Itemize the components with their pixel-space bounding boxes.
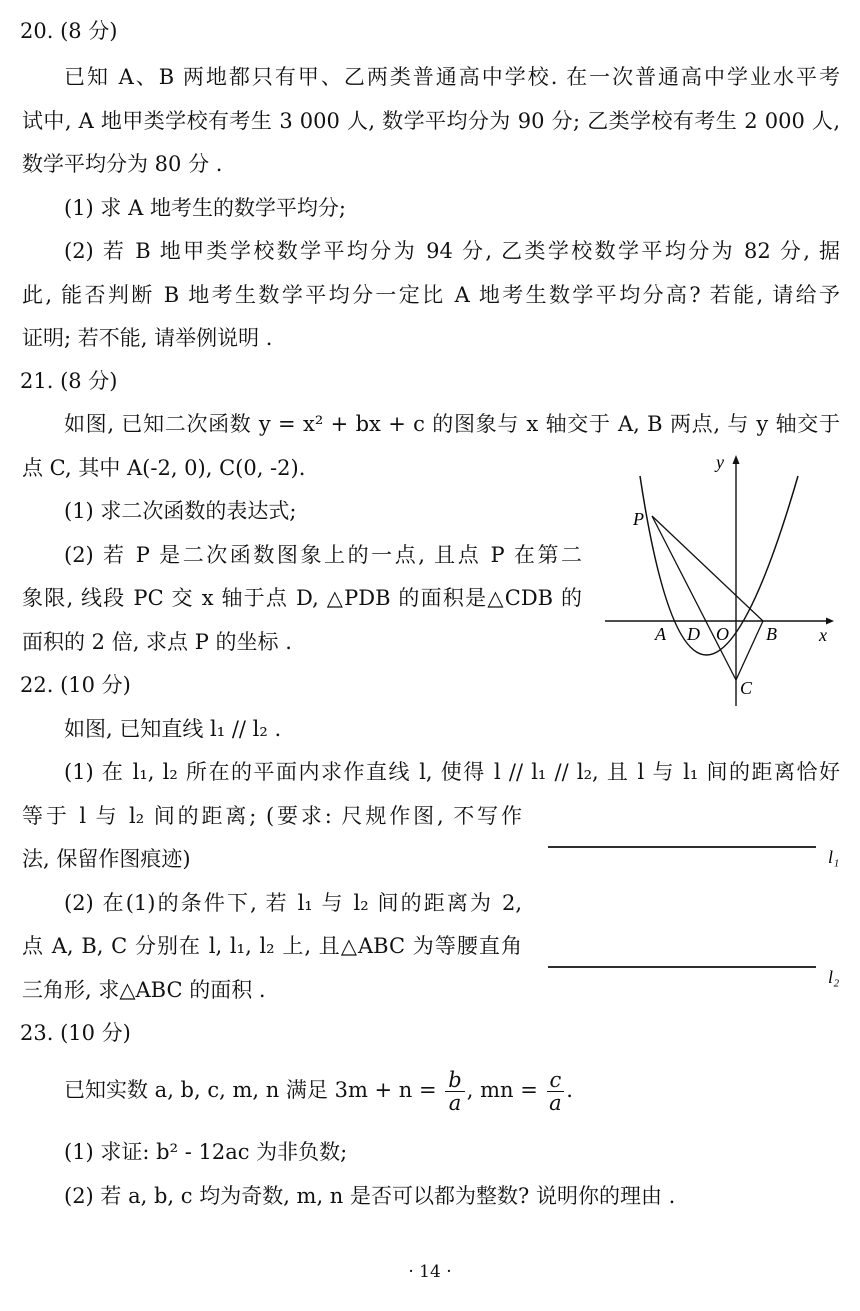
q22-heading: 22. (10 分): [20, 673, 131, 697]
q22-part2-line2: 点 A, B, C 分别在 l, l₁, l₂ 上, 且△ABC 为等腰直角: [22, 934, 522, 958]
fraction2-numerator: c: [547, 1069, 565, 1092]
q20-stem-line2: 试中, A 地甲类学校有考生 3 000 人, 数学平均分为 90 分; 乙类学校有考生 2 000 人,: [22, 109, 840, 133]
q20-stem-line3: 数学平均分为 80 分 .: [22, 152, 223, 176]
fraction2-denominator: a: [549, 1091, 562, 1115]
q23-part2: (2) 若 a, b, c 均为奇数, m, n 是否可以都为整数? 说明你的理由 .: [64, 1184, 676, 1208]
q20-stem-line1: 已知 A、B 两地都只有甲、乙两类普通高中学校. 在一次普通高中学业水平考: [64, 65, 840, 89]
q20-part2-line3: 证明; 若不能, 请举例说明 .: [22, 326, 273, 350]
q23-stem-text: 已知实数 a, b, c, m, n 满足 3m + n =: [64, 1078, 437, 1102]
q23-stem-end: .: [566, 1078, 573, 1102]
q20-part2-line2: 此, 能否判断 B 地考生数学平均分一定比 A 地考生数学平均分高? 若能, 请给予: [22, 283, 840, 307]
label-x: x: [819, 625, 827, 645]
q23-part1: (1) 求证: b² - 12ac 为非负数;: [64, 1140, 348, 1164]
q22-parallel-lines-figure: [540, 830, 850, 990]
q23-stem-mid: , mn =: [466, 1078, 538, 1102]
segment-CB: [736, 621, 763, 680]
q21-part2-line3: 面积的 2 倍, 求点 P 的坐标 .: [22, 630, 292, 654]
q22-part1-line2: 等于 l 与 l₂ 间的距离; (要求: 尺规作图, 不写作: [22, 804, 522, 828]
label-D: D: [687, 624, 700, 644]
fraction1-denominator: a: [448, 1091, 462, 1115]
q23-stem: [64, 1066, 573, 1114]
label-P: P: [633, 509, 644, 529]
fraction1-numerator: b: [445, 1069, 464, 1092]
q21-part1: (1) 求二次函数的表达式;: [64, 499, 297, 523]
label-A: A: [655, 624, 666, 644]
label-C: C: [740, 678, 753, 698]
q21-stem-line2: 点 C, 其中 A(-2, 0), C(0, -2).: [22, 456, 306, 480]
label-O: O: [716, 624, 729, 644]
q22-part2-line3: 三角形, 求△ABC 的面积 .: [22, 978, 266, 1002]
q21-part2-line1: (2) 若 P 是二次函数图象上的一点, 且点 P 在第二: [64, 543, 582, 567]
q20-part1: (1) 求 A 地考生的数学平均分;: [64, 196, 347, 220]
label-B: B: [766, 624, 777, 644]
x-axis-arrow: [826, 618, 834, 625]
label-l2: l₂: [828, 967, 840, 987]
q22-stem: 如图, 已知直线 l₁ // l₂ .: [64, 717, 282, 741]
q21-stem-line1: 如图, 已知二次函数 y = x² + bx + c 的图象与 x 轴交于 A, B 两点, 与 y 轴交于: [64, 412, 840, 436]
y-axis-arrow: [733, 455, 740, 464]
q20-part2-line1: (2) 若 B 地甲类学校数学平均分为 94 分, 乙类学校数学平均分为 82 分, 据: [64, 239, 840, 263]
q21-parabola-figure: [600, 448, 840, 710]
label-y: y: [716, 452, 724, 472]
q23-heading: 23. (10 分): [20, 1021, 131, 1045]
fraction-c-over-a: [547, 1069, 565, 1114]
q20-heading: 20. (8 分): [20, 19, 118, 43]
q22-part1-line3: 法, 保留作图痕迹): [22, 847, 191, 871]
label-l1: l₁: [828, 847, 840, 867]
q22-part1-line1: (1) 在 l₁, l₂ 所在的平面内求作直线 l, 使得 l // l₁ // l₂, 且 l 与 l₁ 间的距离恰好: [64, 760, 840, 784]
q21-heading: 21. (8 分): [20, 369, 118, 393]
page-number: · 14 ·: [408, 1262, 452, 1282]
segment-PC: [652, 516, 736, 680]
q22-part2-line1: (2) 在(1)的条件下, 若 l₁ 与 l₂ 间的距离为 2,: [64, 891, 522, 915]
q21-part2-line2: 象限, 线段 PC 交 x 轴于点 D, △PDB 的面积是△CDB 的: [22, 586, 582, 610]
fraction-b-over-a: [445, 1069, 464, 1114]
